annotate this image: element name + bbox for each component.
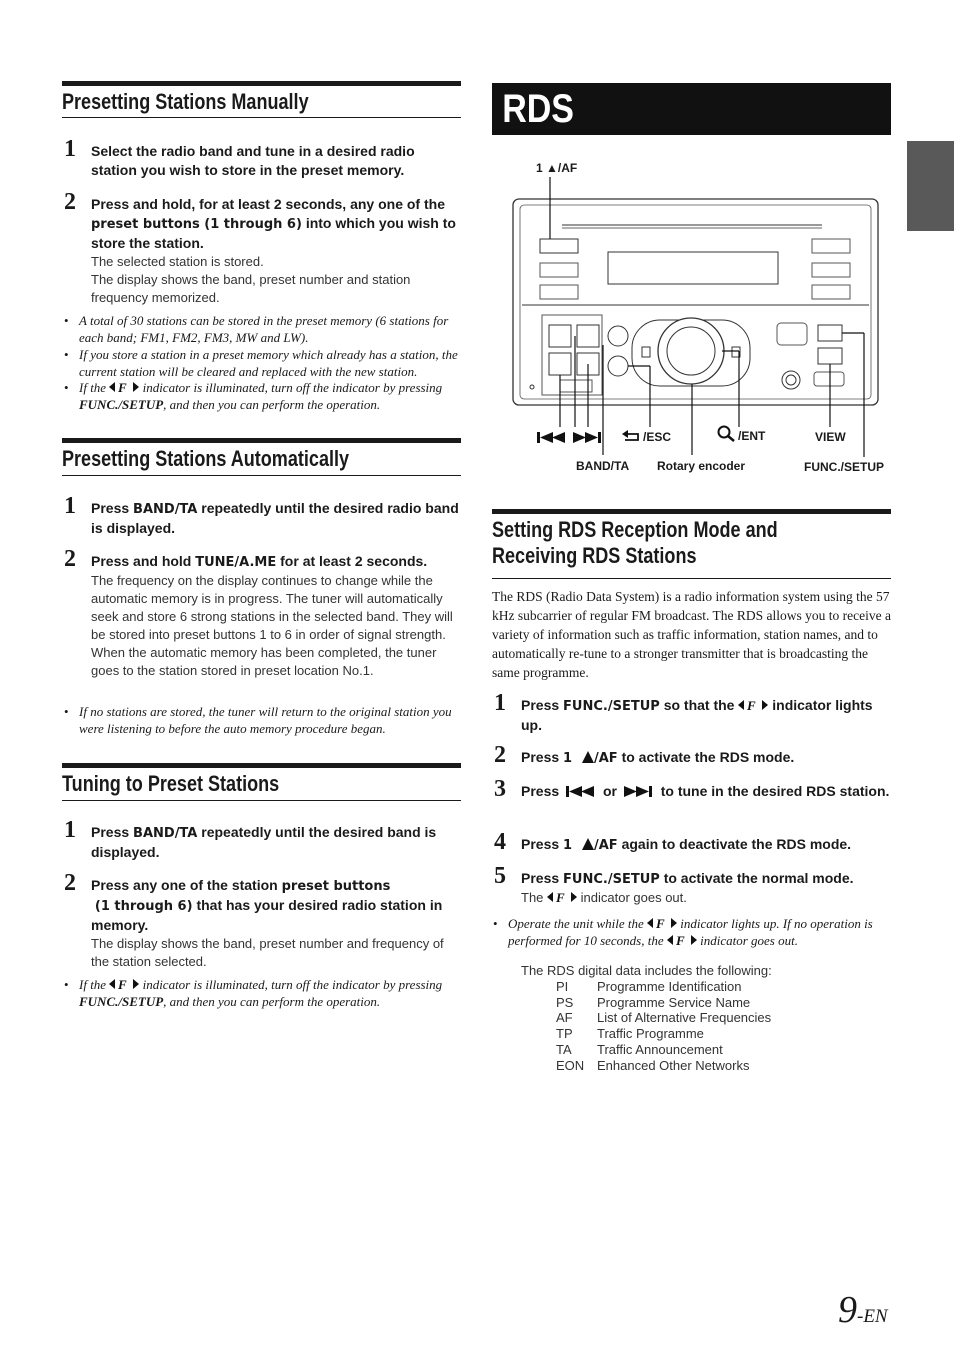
af-indicator-icon: [667, 934, 697, 946]
rds-data-name: Programme Service Name: [597, 994, 751, 1010]
section-title-presetting-manually: Presetting Stations Manually: [62, 81, 461, 118]
rds-data-abbr: PI: [556, 979, 569, 994]
side-tab: [907, 141, 954, 231]
esc-return-icon: [622, 428, 642, 442]
step-text: Press BAND/TA repeatedly until the desired band is displayed.: [91, 824, 437, 860]
step-number: 2: [64, 546, 76, 572]
view-label: VIEW: [815, 430, 846, 444]
ent-search-icon: [717, 425, 737, 443]
af-indicator-icon: [647, 917, 677, 929]
rds-data-row: [556, 1010, 771, 1026]
note: • If the indicator is illuminated, turn off the indicator by pressing FUNC./SETUP, and then you can perform the operation.: [64, 977, 443, 1009]
page-number: 9-EN: [838, 1289, 888, 1331]
rds-data-abbr: TA: [556, 1041, 572, 1057]
func-setup-label: FUNC./SETUP: [804, 460, 885, 474]
step-number: 1: [494, 690, 506, 716]
note: • If the indicator is illuminated, turn off the indicator by pressing FUNC./SETUP, and then you can perform the operation.: [64, 380, 443, 412]
step-number: 2: [494, 742, 506, 768]
rds-data-abbr: AF: [556, 1010, 573, 1026]
rds-data-row: [556, 995, 771, 1011]
step-text: Select the radio band and tune in a desired radio station you wish to store in the preset memory.: [91, 143, 415, 178]
af-button-label: 1 ▲/AF: [536, 161, 578, 175]
note: • If no stations are stored, the tuner will return to the original station you were listening to before the auto memory procedure began.: [64, 704, 452, 736]
rds-data-intro: The RDS digital data includes the following:: [521, 963, 772, 978]
step-number: 1: [64, 493, 76, 519]
rds-data-abbr: TP: [556, 1026, 573, 1042]
step-text: Press BAND/TA repeatedly until the desired radio band is displayed.: [91, 500, 459, 536]
af-indicator-icon: [547, 891, 577, 903]
rds-data-name: Traffic Programme: [597, 1026, 704, 1042]
rds-data-row: [556, 979, 771, 995]
step-number: 1: [64, 136, 76, 162]
step-text: Press and hold TUNE/A.ME for at least 2 seconds. The frequency on the display continues to change while the automatic memory is in progress. The tuner will automatically seek and store 6 strong stations in the selected band. They will be stored into preset buttons 1 to 6 in order of signal strength. When the automatic memory has been completed, the tuner goes to the station stored in preset location No.1.: [91, 553, 453, 678]
rds-header-bar: RDS: [492, 83, 891, 135]
step-text: Press and hold, for at least 2 seconds, any one of the preset buttons (1 through 6) into which you wish to store the station. The selected station is stored. The display shows the band, preset number and station frequency memorized.: [91, 196, 456, 305]
step-text: Press 1 /AF again to deactivate the RDS mode.: [521, 836, 852, 853]
rds-data-name: List of Alternative Frequencies: [597, 1010, 772, 1026]
note: • A total of 30 stations can be stored in the preset memory (6 stations for each band; FM1, FM2, FM3, MW and LW).: [64, 313, 449, 345]
track-prev-icon: [537, 432, 567, 443]
rds-data-abbr: EON: [556, 1057, 585, 1073]
step-text: Press or to tune in the desired RDS station.: [521, 783, 890, 799]
track-next-icon: [624, 786, 654, 797]
rds-data-row: [556, 1026, 771, 1042]
step-number: 2: [64, 189, 76, 215]
note: • If you store a station in a preset memory which already has a station, the current station will be cleared and replaced with the new station.: [64, 347, 458, 379]
step-number: 3: [494, 776, 506, 802]
rds-data-name: Enhanced Other Networks: [597, 1057, 750, 1073]
rotary-encoder-label: Rotary encoder: [657, 459, 746, 473]
track-next-icon: [573, 432, 603, 443]
section-title-tuning-preset: Tuning to Preset Stations: [62, 763, 461, 801]
step-text: Press FUNC./SETUP to activate the normal mode. The indicator goes out.: [521, 870, 854, 905]
step-number: 2: [64, 870, 76, 896]
section-title-rds-reception: Setting RDS Reception Mode and Receiving RDS Stations: [492, 509, 891, 579]
af-indicator-icon: [109, 381, 139, 393]
rds-data-row: [556, 1042, 771, 1058]
rds-data-table: [556, 979, 771, 1073]
step-number: 1: [64, 817, 76, 843]
step-number: 5: [494, 863, 506, 889]
step-text: Press 1 /AF to activate the RDS mode.: [521, 749, 795, 766]
note: • Operate the unit while the indicator lights up. If no operation is performed for 10 seconds, the indicator goes out.: [493, 916, 873, 948]
esc-label: /ESC: [643, 430, 672, 444]
track-prev-icon: [566, 786, 596, 797]
rds-data-name: Programme Identification: [597, 979, 742, 994]
ent-label: /ENT: [738, 429, 766, 443]
step-text: Press any one of the station preset buttons (1 through 6) that has your desired radio station in memory. The display shows the band, preset number and frequency of the station selected.: [91, 877, 444, 969]
up-arrow-icon: [582, 838, 594, 850]
af-indicator-icon: [109, 978, 139, 990]
bandta-label: BAND/TA: [576, 459, 630, 473]
up-arrow-icon: [582, 751, 594, 763]
step-text: Press FUNC./SETUP so that the indicator lights up.: [521, 697, 873, 733]
rds-data-row: [556, 1058, 771, 1074]
section-title-presetting-auto: Presetting Stations Automatically: [62, 438, 461, 476]
rds-intro: The RDS (Radio Data System) is a radio information system using the 57 kHz subcarrier of regular FM broadcast. The RDS allows you to receive a variety of information such as traffic information, station names, and to automatically re-tune to a stronger transmitter that is broadcasting the same programme.: [492, 589, 892, 680]
af-indicator-icon: [738, 699, 768, 711]
rds-data-abbr: PS: [556, 994, 574, 1010]
step-number: 4: [494, 829, 506, 855]
rds-data-name: Traffic Announcement: [597, 1041, 723, 1057]
